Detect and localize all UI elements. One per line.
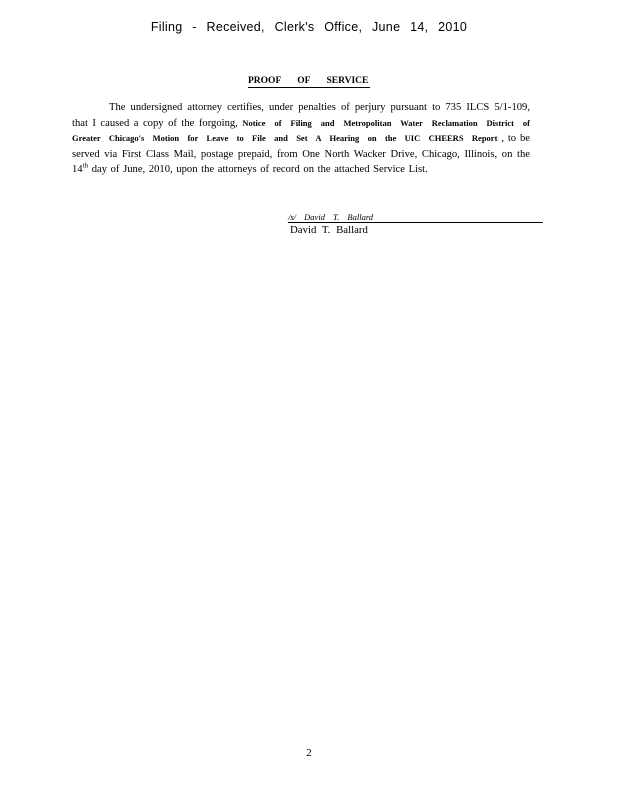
- certification-text-part2: , to be served via First Class Mail, postage prepaid, from One North Wacker Drive, Chicago, Illinois, on the 14: [72, 133, 530, 175]
- certification-paragraph: [72, 100, 530, 178]
- electronic-signature: /s/ David T. Ballard: [288, 212, 543, 223]
- page-number: 2: [306, 747, 312, 759]
- certification-text-part3: day of June, 2010, upon the attorneys of record on the attached Service List.: [88, 164, 428, 175]
- document-heading: PROOF OF SERVICE: [248, 76, 369, 86]
- notice-title: Notice of Filing and Metropolitan Water Reclamation District of Greater Chicago's Motion for Leave to File and Set A Hearing on the UIC CHEERS Report: [72, 117, 530, 143]
- date-ordinal-suffix: th: [82, 161, 89, 170]
- filing-stamp: Filing - Received, Clerk's Office, June 14, 2010: [150, 20, 468, 34]
- certification-text-part1: The undersigned attorney certifies, under penalties of perjury pursuant to 735 ILCS 5/1-109, that I caused a copy of the forgoing,: [72, 102, 530, 129]
- signer-name: David T. Ballard: [290, 224, 368, 236]
